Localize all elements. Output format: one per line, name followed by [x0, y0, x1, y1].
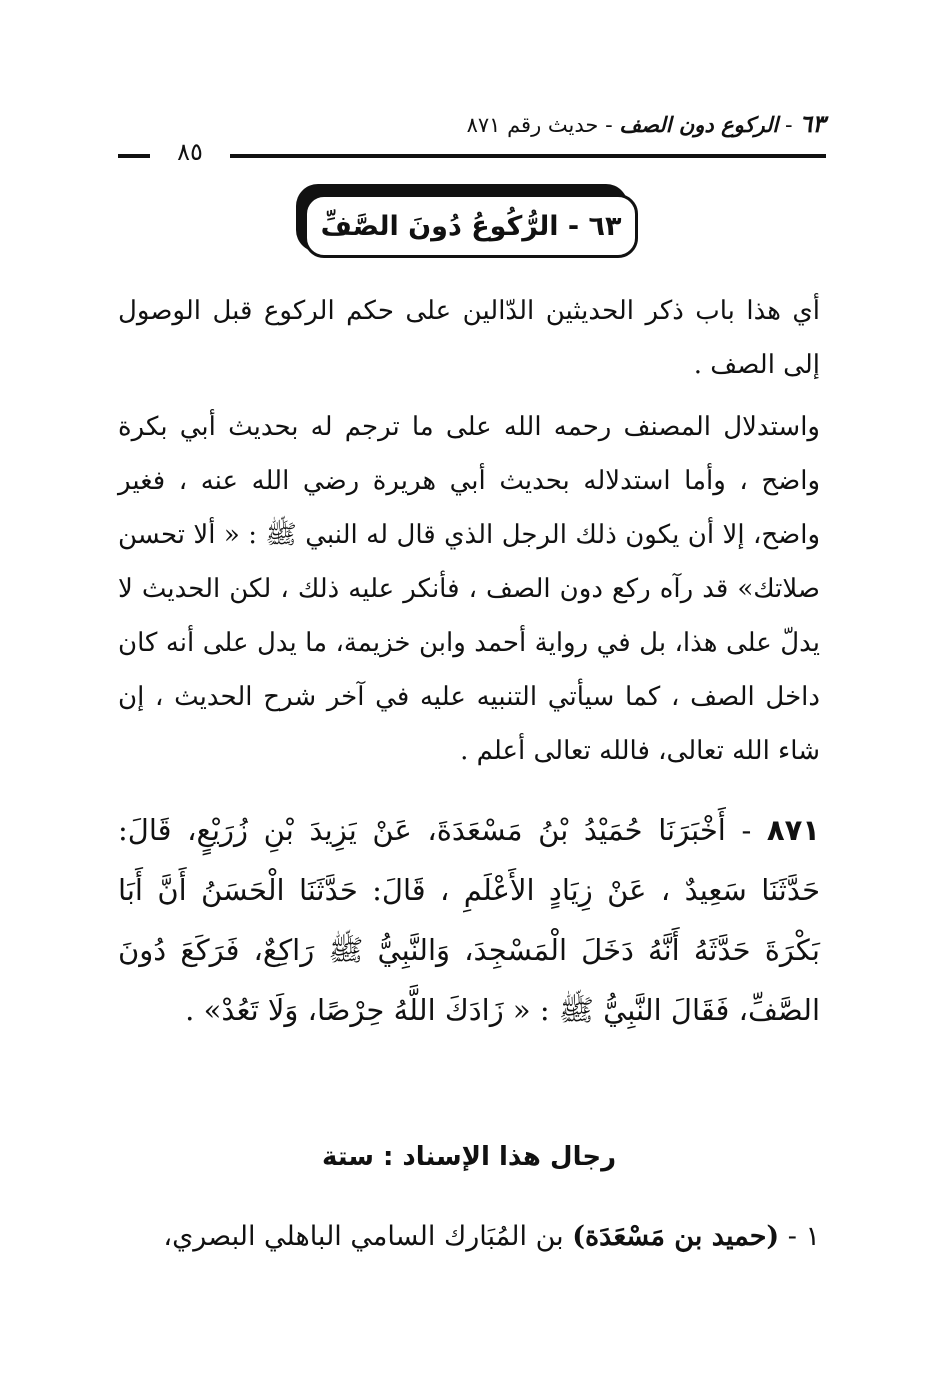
hadith-body: - أَخْبَرَنَا حُمَيْدُ بْنُ مَسْعَدَةَ، عَنْ يَزِيدَ بْنِ زُرَيْعٍ، قَالَ: حَدَّثَنَا سَعِيدٌ ، عَنْ زِيَادٍ الأَعْلَمِ ، قَالَ: حَدَّثَنَا الْحَسَنُ أَنَّ أَبَا بَكْرَةَ حَدَّثَهُ أَنَّهُ دَخَلَ الْمَسْجِدَ، وَالنَّبِيُّ ﷺ رَاكِعٌ، فَرَكَعَ دُونَ الصَّفِّ، فَقَالَ النَّبِيُّ ﷺ : « زَادَكَ اللَّهُ حِرْصًا، وَلَا تَعُدْ» .: [118, 813, 820, 1027]
header-rule-short: [118, 154, 150, 158]
narrator-entry: [118, 1212, 820, 1262]
header-chapter-number: ٦٣: [799, 110, 825, 138]
narrator-index: ١ -: [787, 1221, 820, 1252]
hadith-number: ٨٧١: [766, 813, 821, 847]
running-header: [440, 110, 825, 150]
paragraph: واستدلال المصنف رحمه الله على ما ترجم له بحديث أبي بكرة واضح ، وأما استدلاله بحديث أبي هريرة رضي الله عنه ، فغير واضح، إلا أن يكون ذلك الرجل الذي قال له النبي ﷺ : « ألا تحسن صلاتك» قد رآه ركع دون الصف ، فأنكر عليه ذلك ، لكن الحديث لا يدلّ على هذا، بل في رواية أحمد وابن خزيمة، ما يدل على أنه كان داخل الصف ، كما سيأتي التنبيه عليه في آخر شرح الحديث ، إن شاء الله تعالى، فالله تعالى أعلم .: [118, 412, 820, 766]
chapter-title-box: [304, 194, 638, 258]
hadith-text: [118, 800, 820, 1040]
header-separator: -: [778, 113, 793, 137]
section-heading: رجال هذا الإسناد : ستة: [321, 1142, 617, 1172]
header-chapter-title: الركوع دون الصف: [619, 113, 779, 137]
narrator-description: بن المُبَارك السامي الباهلي البصري،: [163, 1221, 564, 1252]
narrator-name: (حميد بن مَسْعَدَة): [572, 1221, 780, 1252]
page-number: ٨٥: [177, 138, 203, 166]
paragraph: أي هذا باب ذكر الحديثين الدّالين على حكم الركوع قبل الوصول إلى الصف .: [118, 296, 820, 380]
header-hadith-label: حديث رقم ٨٧١: [466, 113, 599, 137]
chapter-title: ٦٣ - الرُّكُوعُ دُونَ الصَّفِّ: [320, 210, 622, 242]
header-rule: [230, 154, 826, 158]
header-separator: -: [598, 113, 613, 137]
